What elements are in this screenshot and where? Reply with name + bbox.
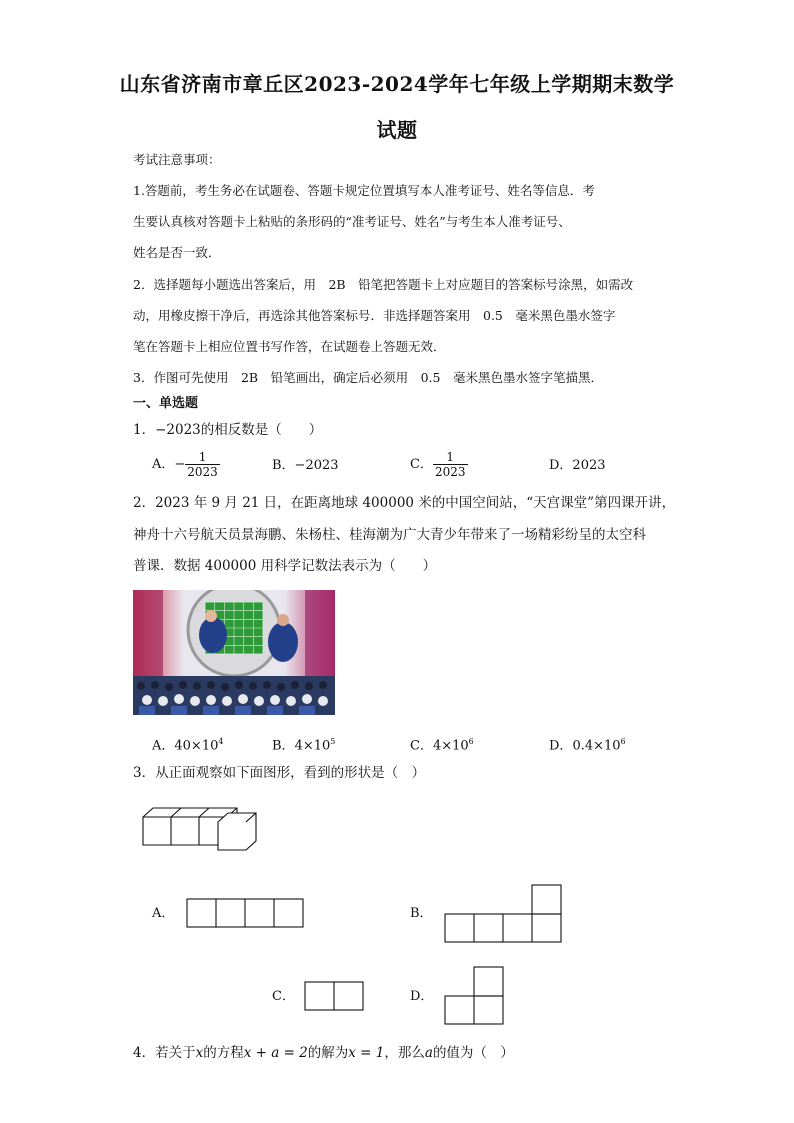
space-lecture-photo (133, 590, 335, 715)
q1-option-c-fraction: $\frac{1}{2023}$ (434, 450, 466, 479)
q1-option-c-label: C． (410, 457, 433, 472)
title-line-1: 山东省济南市章丘区2023-2024学年七年级上学期期末数学 (119, 72, 675, 96)
q1-option-c[interactable] (410, 450, 468, 479)
q4-solution: x = 1 (348, 1045, 385, 1061)
q3-option-c-label[interactable]: C． (272, 989, 295, 1004)
notice-line-5: 动，用橡皮擦干净后，再选涂其他答案标号．非选择题答案用 0.5 毫米黑色墨水签字 (133, 308, 616, 323)
notice-line-7: 3．作图可先使用 2B 铅笔画出，确定后必须用 0.5 毫米黑色墨水签字笔描黑． (133, 370, 603, 385)
title-line-2: 试题 (376, 118, 418, 142)
q2-line-1: 2．2023 年 9 月 21 日，在距离地球 400000 米的中国空间站，“天宫课堂”第四课开讲， (133, 495, 676, 511)
q3-option-b-figure[interactable] (444, 884, 562, 944)
notice-heading: 考试注意事项： (133, 152, 221, 167)
q1-option-d[interactable]: D．2023 (549, 458, 606, 473)
q4-stem: 4．若关于x的方程x + a = 2的解为x = 1，那么a的值为（ ） (133, 1045, 514, 1061)
q3-option-c-figure[interactable] (304, 981, 364, 1011)
q1-stem: 1．−2023的相反数是（ ） (133, 422, 323, 438)
q1-option-a-label: A．− (152, 457, 186, 472)
section-heading: 一、单选题 (133, 396, 199, 411)
q2-option-d[interactable]: D．$0.4\times 10^6$ (549, 737, 626, 754)
q3-option-d-figure[interactable] (444, 966, 504, 1026)
q2-option-a[interactable]: A．$40\times 10^4$ (152, 737, 224, 754)
notice-line-4: 2．选择题每小题选出答案后，用 2B 铅笔把答题卡上对应题目的答案标号涂黑，如需改 (133, 277, 634, 292)
q4-equation: x + a = 2 (243, 1045, 308, 1061)
notice-line-2: 生要认真核对答题卡上粘贴的条形码的“准考证号、姓名”与考生本人准考证号、 (133, 214, 571, 229)
q1-option-a[interactable] (152, 450, 220, 479)
q1-option-b[interactable]: B．−2023 (272, 458, 339, 473)
notice-line-1: 1.答题前，考生务必在试题卷、答题卡规定位置填写本人准考证号、姓名等信息．考 (133, 183, 595, 198)
q3-option-a-label[interactable]: A． (152, 906, 175, 921)
notice-line-3: 姓名是否一致． (133, 245, 221, 260)
q3-solid-figure (140, 805, 272, 853)
q3-option-b-label[interactable]: B． (410, 906, 433, 921)
q1-option-a-fraction: $\frac{1}{2023}$ (187, 450, 218, 479)
q3-option-d-label[interactable]: D． (410, 989, 434, 1004)
q3-stem: 3．从正面观察如下面图形，看到的形状是（ ） (133, 765, 426, 781)
q3-option-a-figure[interactable] (186, 898, 304, 928)
q2-option-b[interactable]: B．$4\times 10^5$ (272, 737, 336, 754)
q2-line-2: 神舟十六号航天员景海鹏、朱杨柱、桂海潮为广大青少年带来了一场精彩纷呈的太空科 (133, 527, 646, 543)
q2-option-c[interactable]: C．$4\times 10^6$ (410, 737, 474, 754)
notice-line-6: 笔在答题卡上相应位置书写作答，在试题卷上答题无效． (133, 339, 446, 354)
q2-line-3: 普课．数据 400000 用科学记数法表示为（ ） (133, 558, 437, 574)
